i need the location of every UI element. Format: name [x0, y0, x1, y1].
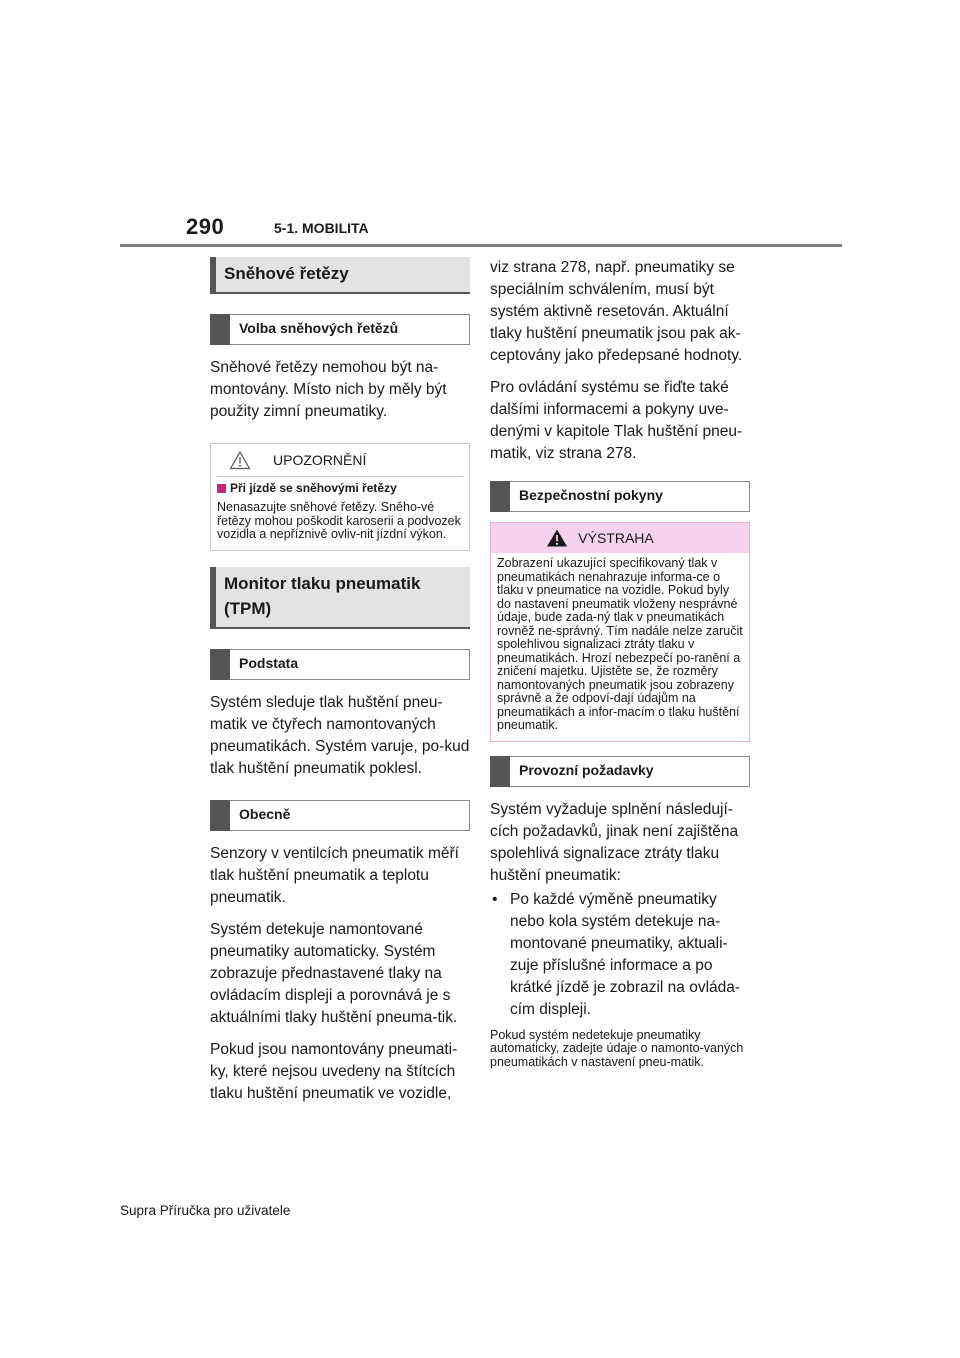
heading-choice-of-chains: Volba sněhových řetězů: [210, 314, 470, 345]
left-column: [210, 257, 470, 1105]
paragraph-principle: Systém sleduje tlak huštění pneu-matik ve čtyřech namontovaných pneumatikách. Systém varuje, po-kud tlak huštění pneumatik poklesl.: [210, 693, 470, 777]
warning-title: VÝSTRAHA: [578, 530, 654, 546]
footer-text: Supra Příručka pro uživatele: [120, 1203, 291, 1218]
caution-box: [210, 443, 470, 551]
page-header: [120, 214, 842, 246]
heading-snow-chains: Sněhové řetězy: [210, 257, 470, 294]
note-text: Pokud systém nedetekuje pneumatiky automaticky, zadejte údaje o namonto-vaných pneumatikách v nastavení pneu-matik.: [490, 1027, 744, 1069]
warning-box: [490, 522, 750, 742]
paragraph-general-3: Pokud jsou namontovány pneumati-ky, které nejsou uvedeny na štítcích tlaku huštění pneumatik ve vozidle,: [210, 1040, 458, 1102]
warning-text: Zobrazení ukazující specifikovaný tlak v pneumatikách nenahrazuje informa-ce o tlaku v pneumatice na vozidle. Pokud byly do nastavení pneumatik vloženy nesprávné údaje, bude zada-ný tlak v pneumatikách rovněž ne-správný. Tím nadále nelze zaručit spolehlivou signalizaci ztráty tlaku v pneumatikách. Hrozí nebezpečí po-ranění a zničení majetku. Ujistěte se, že rozměry namontovaných pneumatik jsou zobrazeny správně a že odpoví-dají údajům na pneumatikách a infor-macím o tlaku huštění pneumatik.: [497, 556, 743, 732]
pink-square-icon: [217, 484, 226, 493]
caution-subtitle-row: [217, 476, 463, 495]
bullet-mark: •: [492, 890, 498, 908]
heading-principle: Podstata: [210, 649, 470, 680]
paragraph-continued: viz strana 278, např. pneumatiky se speciálním schválením, musí být systém aktivně resetován. Aktuální tlaky huštění pneumatik jsou pak ak-ceptovány jako předepsané hodnoty.: [490, 259, 743, 364]
caution-header: [217, 444, 463, 476]
paragraph-chains: Sněhové řetězy nemohou být na-montovány. Místo nich by měly být použity zimní pneumatiky.: [210, 359, 447, 420]
paragraph-general-1: Senzory v ventilcích pneumatik měří tlak huštění pneumatik a teplotu pneumatik.: [210, 844, 459, 906]
section-label: 5-1. MOBILITA: [274, 220, 369, 236]
right-column: [490, 257, 750, 1069]
header-rule: [120, 244, 842, 247]
paragraph-requirements: Systém vyžaduje splnění následují-cích požadavků, jinak není zajištěna spolehlivá signalizace ztráty tlaku huštění pneumatik:: [490, 800, 739, 884]
caution-text: Nenasazujte sněhové řetězy. Sněho-vé řetězy mohou poškodit karoserii a podvozek vozidla a nepříznivě ovliv-nit jízdní výkon.: [217, 500, 461, 541]
bullet-text: Po každé výměně pneumatiky nebo kola systém detekuje na-montované pneumatiky, aktuali-zuje příslušné informace a po krátké jízdě je zobrazil na ovláda-cím displeji.: [510, 890, 741, 1018]
warning-triangle-filled-icon: [546, 528, 568, 548]
heading-tpm: Monitor tlaku pneumatik (TPM): [210, 567, 470, 629]
warning-triangle-outline-icon: [229, 450, 251, 470]
paragraph-control: Pro ovládání systému se řiďte také dalšími informacemi a pokyny uve-denými v kapitole Tlak huštění pneu-matik, viz strana 278.: [490, 379, 743, 462]
paragraph-general-2: Systém detekuje namontované pneumatiky automaticky. Systém zobrazuje přednastavené tlaky na ovládacím displeji a porovnává je s aktuálními tlaky huštění pneuma-tik.: [210, 920, 458, 1026]
heading-safety: Bezpečnostní pokyny: [490, 481, 750, 512]
caution-title: UPOZORNĚNÍ: [273, 452, 367, 468]
caution-subtitle: Při jízdě se sněhovými řetězy: [230, 481, 397, 495]
heading-general: Obecně: [210, 800, 470, 831]
list-item: [490, 889, 750, 1021]
heading-operating: Provozní požadavky: [490, 756, 750, 787]
warning-header: [491, 523, 749, 553]
page-number: 290: [186, 214, 225, 239]
